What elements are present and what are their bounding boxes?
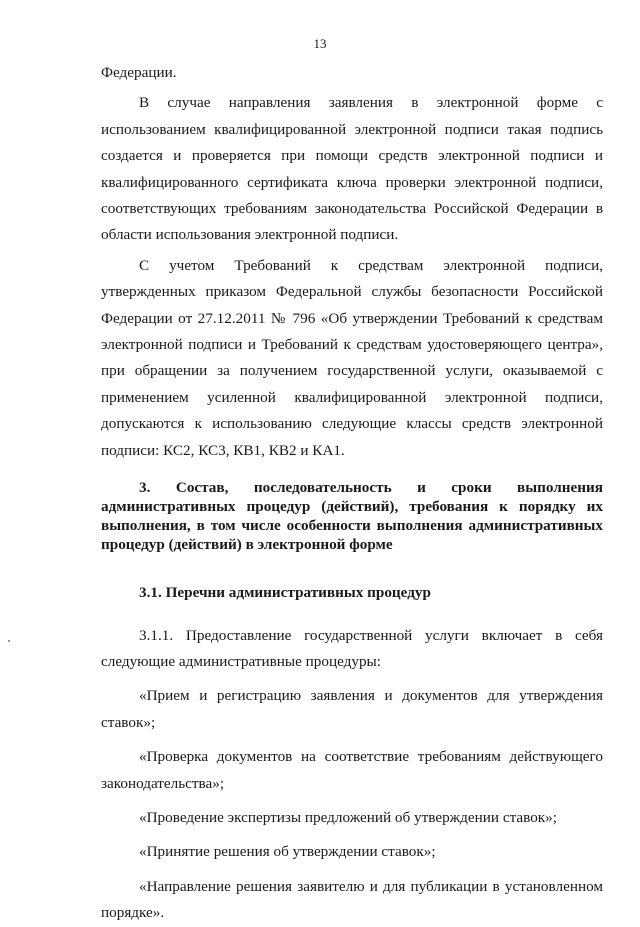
paragraph-electronic-form: В случае направления заявления в электронной форме с использованием квалифицированной электронной подписи такая подпись создается и проверяется при помощи средств электронной подписи и квалифицированного сертификата ключа проверки электронной подписи, соответствующих требованиям законодательства Российской Федерации в области использования электронной подписи.: [101, 94, 603, 244]
section-heading: 3. Состав, последовательность и сроки выполнения административных процедур (действий), требования к порядку их выполнения, в том числе особенности выполнения административных процедур (действий) в электронной форме: [101, 479, 603, 554]
subsection-intro: 3.1.1. Предоставление государственной услуги включает в себя следующие административные процедуры:: [101, 626, 603, 670]
page-number: 13: [313, 36, 327, 51]
procedure-item: «Проведение экспертизы предложений об утверждении ставок»;: [139, 808, 557, 826]
paragraph-continuation: Федерации.: [101, 64, 177, 81]
procedure-item: «Направление решения заявителю и для публикации в установленном порядке».: [101, 877, 603, 922]
procedure-item: «Проверка документов на соответствие требованиям действующего законодательства»;: [101, 748, 603, 792]
scan-artifact: [8, 640, 10, 642]
procedure-item: «Прием и регистрацию заявления и документов для утверждения ставок»;: [101, 687, 603, 731]
paragraph-signature-classes: С учетом Требований к средствам электронной подписи, утвержденных приказом Федеральной службы безопасности Российской Федерации от 27.12.2011 № 796 «Об утверждении Требований к средствам электронной подписи и Требований к средствам удостоверяющего центра», при обращении за получением государственной услуги, оказываемой с применением усиленной квалифицированной электронной подписи, допускаются к использованию следующие классы средств электронной подписи: КС2, КС3, КВ1, КВ2 и КА1.: [101, 256, 603, 459]
subsection-heading: 3.1. Перечни административных процедур: [139, 584, 431, 602]
document-body: [101, 60, 603, 927]
procedure-item: «Принятие решения об утверждении ставок»;: [139, 843, 436, 861]
